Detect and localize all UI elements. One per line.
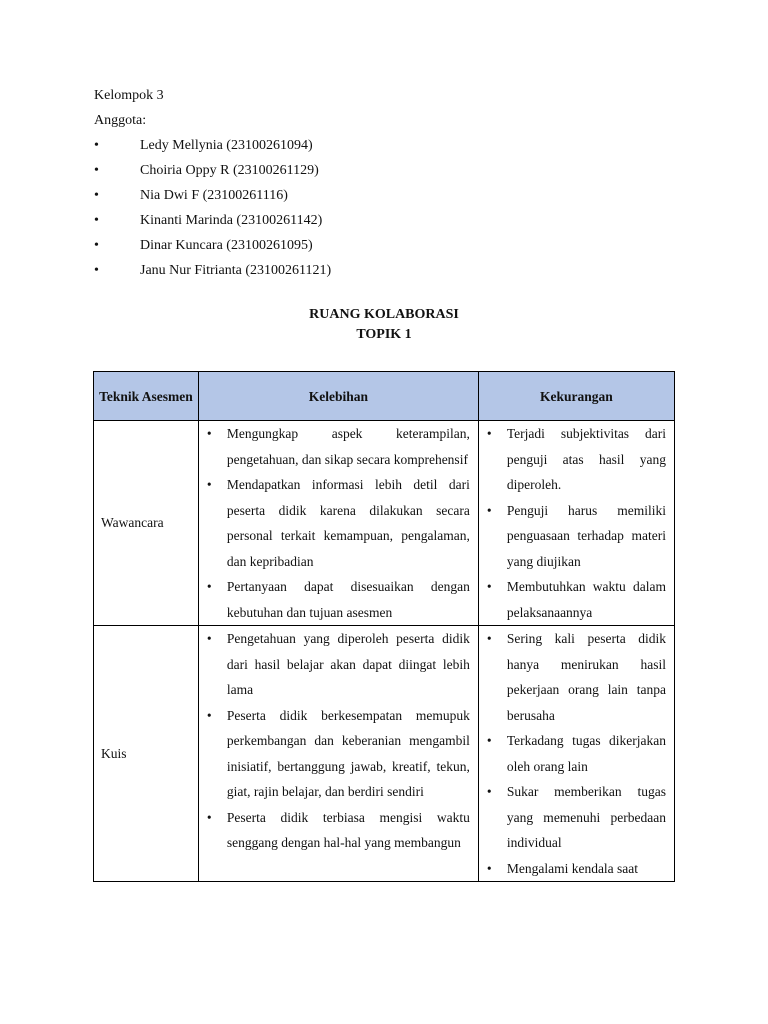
list-item: • Mendapatkan informasi lebih detil dari peserta didik karena dilakukan secara personal terkait kemampuan, pengalaman, dan kepribadian [199,472,478,574]
group-name: Kelompok 3 [94,88,164,103]
assessment-table [93,371,675,882]
member-name: Nia Dwi F (23100261116) [140,188,288,203]
page-subtitle: TOPIK 1 [356,327,412,342]
bullet: • [94,138,99,153]
header-technique: Teknik Asesmen [94,372,199,421]
bullet: • [94,263,99,278]
table-row [94,421,675,626]
page-title: RUANG KOLABORASI [309,307,459,322]
list-item: • Pengetahuan yang diperoleh peserta didik dari hasil belajar akan dapat diingat lebih lama [199,626,478,703]
disadvantages-cell [478,626,674,882]
list-item: • Peserta didik berkesempatan memupuk perkembangan dan keberanian mengambil inisiatif, bertanggung jawab, kreatif, tekun, giat, rajin belajar, dan berdiri sendiri [199,703,478,805]
technique-cell: Kuis [94,626,199,882]
member-name: Choiria Oppy R (23100261129) [140,163,319,178]
list-item: • Terjadi subjektivitas dari penguji atas hasil yang diperoleh. [479,421,674,498]
list-item: • Mengalami kendala saat [479,856,674,882]
list-item: • Sering kali peserta didik hanya menirukan hasil pekerjaan orang lain tanpa berusaha [479,626,674,728]
bullet: • [94,213,99,228]
bullet: • [94,163,99,178]
advantages-cell [198,626,478,882]
list-item: • Pertanyaan dapat disesuaikan dengan kebutuhan dan tujuan asesmen [199,574,478,625]
member-name: Kinanti Marinda (23100261142) [140,213,323,228]
technique-cell: Wawancara [94,421,199,626]
bullet: • [94,238,99,253]
header-disadvantages: Kekurangan [478,372,674,421]
member-name: Ledy Mellynia (23100261094) [140,138,313,153]
advantages-cell [198,421,478,626]
member-name: Janu Nur Fitrianta (23100261121) [140,263,332,278]
list-item: • Sukar memberikan tugas yang memenuhi perbedaan individual [479,779,674,856]
table-row [94,626,675,882]
disadvantages-cell [478,421,674,626]
list-item: • Terkadang tugas dikerjakan oleh orang lain [479,728,674,779]
list-item: • Penguji harus memiliki penguasaan terhadap materi yang diujikan [479,498,674,575]
table-header-row [94,372,675,421]
list-item: • Peserta didik terbiasa mengisi waktu senggang dengan hal-hal yang membangun [199,805,478,856]
list-item: • Membutuhkan waktu dalam pelaksanaannya [479,574,674,625]
list-item: • Mengungkap aspek keterampilan, pengetahuan, dan sikap secara komprehensif [199,421,478,472]
members-label: Anggota: [94,113,147,128]
header-advantages: Kelebihan [198,372,478,421]
bullet: • [94,188,99,203]
member-name: Dinar Kuncara (23100261095) [140,238,313,253]
